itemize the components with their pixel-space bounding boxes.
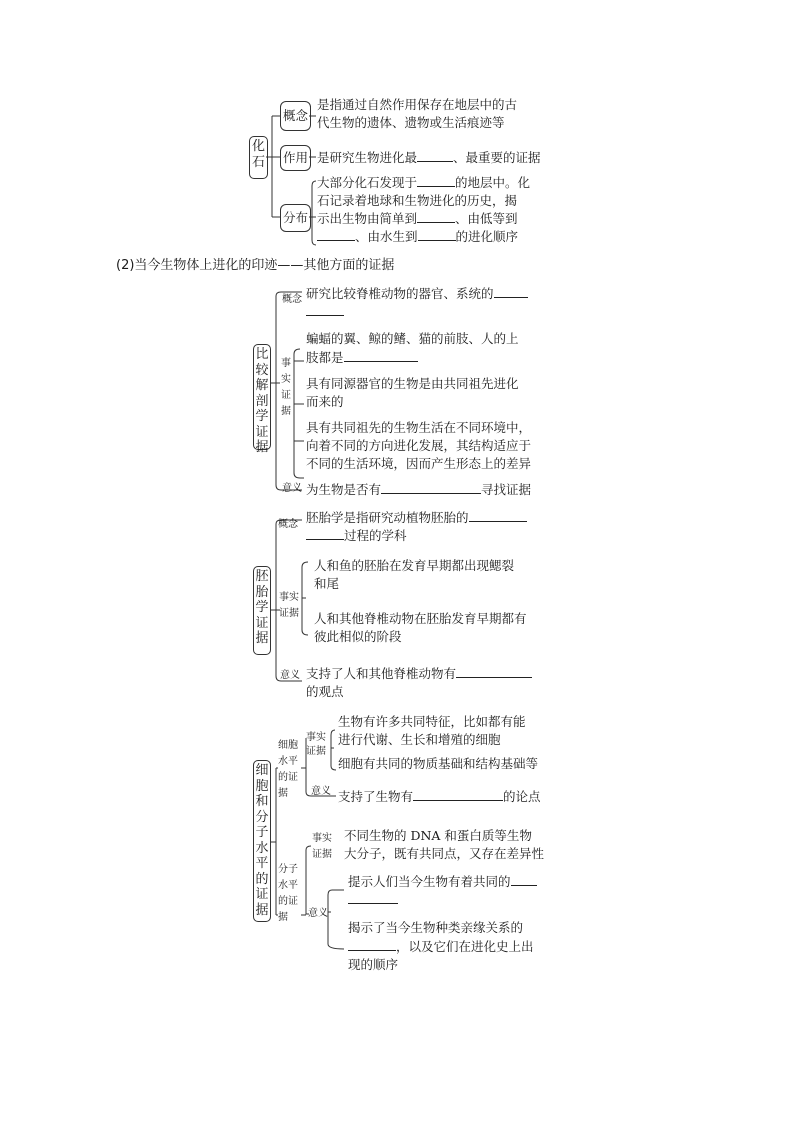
fossil-title-box bbox=[249, 136, 268, 179]
comparative-fact3-line3: 不同的生活环境，因而产生形态上的差异 bbox=[306, 456, 532, 471]
mol-meaning1-line1 bbox=[348, 874, 537, 890]
blank bbox=[417, 211, 455, 223]
fossil-dist-line3 bbox=[317, 211, 518, 227]
mol-meaning2-line2 bbox=[348, 939, 534, 955]
fossil-dist-line3-b: 、由低等到 bbox=[455, 211, 518, 226]
blank bbox=[511, 874, 537, 886]
fossil-concept-label-box bbox=[280, 101, 311, 131]
comparative-title: 比较解剖学证据 bbox=[255, 347, 269, 455]
comparative-fact1-line2 bbox=[306, 350, 418, 366]
comparative-fact1-line1: 蝙蝠的翼、鲸的鳍、猫的前肢、人的上 bbox=[306, 331, 519, 346]
comparative-fact2-line1: 具有同源器官的生物是由共同祖先进化 bbox=[306, 376, 519, 391]
fossil-concept-line1: 是指通过自然作用保存在地层中的古 bbox=[317, 97, 518, 112]
cell-meaning-a: 支持了生物有 bbox=[338, 789, 414, 804]
comparative-meaning bbox=[306, 482, 531, 498]
mol-facts-label: 事实证据 bbox=[312, 833, 332, 860]
fossil-role-text-b: 、最重要的证据 bbox=[453, 150, 541, 165]
embryo-concept-b: 过程的学科 bbox=[344, 528, 407, 543]
embryo-meaning-a: 支持了人和其他脊椎动物有 bbox=[306, 666, 457, 681]
embryo-concept-line1 bbox=[306, 510, 527, 526]
embryo-concept-line2 bbox=[306, 528, 407, 544]
embryo-fact2-line1: 人和其他脊椎动物在胚胎发育早期都有 bbox=[314, 611, 527, 626]
blank bbox=[417, 150, 453, 162]
embryo-fact1-line1: 人和鱼的胚胎在发育早期都出现鳃裂 bbox=[314, 558, 515, 573]
cell-fact1-line2: 进行代谢、生长和增殖的细胞 bbox=[338, 732, 501, 747]
embryo-meaning-line1 bbox=[306, 666, 532, 682]
comparative-concept-label: 概念 bbox=[282, 294, 302, 305]
cellmol-title-box bbox=[253, 760, 271, 922]
embryo-title-box bbox=[253, 566, 271, 655]
comparative-concept-blank2 bbox=[306, 304, 344, 320]
fossil-dist-line4-b: 的进化顺序 bbox=[455, 229, 519, 244]
blank bbox=[456, 666, 532, 678]
fossil-dist-line2: 石记录着地球和生物进化的历史，揭 bbox=[317, 193, 518, 208]
fossil-role-label-box bbox=[280, 145, 311, 171]
cell-facts-label: 事实证据 bbox=[306, 732, 326, 757]
mol-fact-line1: 不同生物的 DNA 和蛋白质等生物 bbox=[344, 828, 532, 843]
blank bbox=[306, 528, 344, 540]
embryo-fact1-line2: 和尾 bbox=[314, 576, 340, 591]
fossil-dist-line4-a: 、由水生到 bbox=[355, 229, 418, 244]
cell-meaning-label: 意义 bbox=[311, 786, 331, 797]
comparative-fact2-line2: 而来的 bbox=[306, 394, 344, 409]
comparative-title-box bbox=[253, 344, 271, 455]
cell-fact2: 细胞有共同的物质基础和结构基础等 bbox=[338, 756, 539, 771]
mol-meaning1-line2 bbox=[348, 892, 398, 908]
blank bbox=[413, 789, 503, 801]
fossil-dist-label: 分布 bbox=[282, 210, 308, 225]
mol-level-label: 分子水平的证据 bbox=[278, 864, 298, 923]
comparative-meaning-a: 为生物是否有 bbox=[306, 482, 382, 497]
embryo-facts-label: 事实证据 bbox=[279, 592, 299, 619]
embryo-title: 胚胎学证据 bbox=[255, 569, 269, 646]
mol-meaning2-line1: 揭示了当今生物种类亲缘关系的 bbox=[348, 920, 524, 935]
blank bbox=[469, 510, 527, 522]
blank bbox=[417, 175, 455, 187]
mol-meaning2-line3: 现的顺序 bbox=[348, 957, 399, 972]
fossil-concept-line2: 代生物的遗体、遗物或生活痕迹等 bbox=[317, 115, 505, 130]
embryo-concept-a: 胚胎学是指研究动植物胚胎的 bbox=[306, 510, 469, 525]
blank bbox=[381, 482, 481, 494]
embryo-meaning-line2: 的观点 bbox=[306, 684, 344, 699]
cell-meaning bbox=[338, 789, 541, 805]
comparative-fact3-line2: 向着不同的方向进化发展，其结构适应于 bbox=[306, 438, 532, 453]
blank bbox=[344, 350, 418, 362]
blank bbox=[418, 229, 456, 241]
cellmol-title: 细胞和分子水平的证据 bbox=[255, 763, 269, 918]
comparative-facts-label: 事实证据 bbox=[281, 358, 291, 417]
fossil-dist-line4 bbox=[317, 229, 518, 245]
embryo-meaning-label: 意义 bbox=[280, 670, 300, 681]
mol-fact-line2: 大分子，既有共同点，又存在差异性 bbox=[344, 846, 545, 861]
cell-fact1-line1: 生物有许多共同特征，比如都有能 bbox=[338, 714, 526, 729]
comparative-concept-text bbox=[306, 286, 528, 302]
fossil-role-text-a: 是研究生物进化最 bbox=[317, 150, 418, 165]
comparative-meaning-label: 意义 bbox=[282, 483, 302, 494]
fossil-title: 化石 bbox=[252, 139, 266, 170]
fossil-concept-label: 概念 bbox=[282, 108, 308, 123]
fossil-dist-label-box bbox=[280, 204, 311, 232]
mol-meaning-label: 意义 bbox=[308, 908, 328, 919]
blank bbox=[494, 286, 528, 298]
embryo-fact2-line2: 彼此相似的阶段 bbox=[314, 629, 402, 644]
fossil-dist-line1-b: 的地层中。化 bbox=[455, 175, 531, 190]
fossil-dist-line1 bbox=[317, 175, 530, 191]
blank bbox=[348, 939, 396, 951]
blank bbox=[348, 892, 398, 904]
fossil-dist-line1-a: 大部分化石发现于 bbox=[317, 175, 418, 190]
cell-meaning-b: 的论点 bbox=[503, 789, 541, 804]
blank bbox=[317, 229, 355, 241]
mol-meaning1: 提示人们当今生物有着共同的 bbox=[348, 874, 511, 889]
section2-heading: (2)当今生物体上进化的印迹——其他方面的证据 bbox=[116, 258, 395, 273]
comparative-concept-text-a: 研究比较脊椎动物的器官、系统的 bbox=[306, 286, 494, 301]
fossil-dist-line3-a: 示出生物由简单到 bbox=[317, 211, 418, 226]
mol-meaning2-b: ，以及它们在进化史上出 bbox=[396, 939, 534, 954]
fossil-role-label: 作用 bbox=[282, 150, 308, 165]
cell-level-label: 细胞水平的证据 bbox=[278, 740, 298, 799]
comparative-fact1-line2-a: 肢都是 bbox=[306, 350, 344, 365]
fossil-role-text bbox=[317, 150, 541, 166]
comparative-fact3-line1: 具有共同祖先的生物生活在不同环境中， bbox=[306, 420, 532, 435]
comparative-meaning-b: 寻找证据 bbox=[481, 482, 532, 497]
embryo-concept-label: 概念 bbox=[278, 519, 298, 530]
blank bbox=[306, 304, 344, 316]
